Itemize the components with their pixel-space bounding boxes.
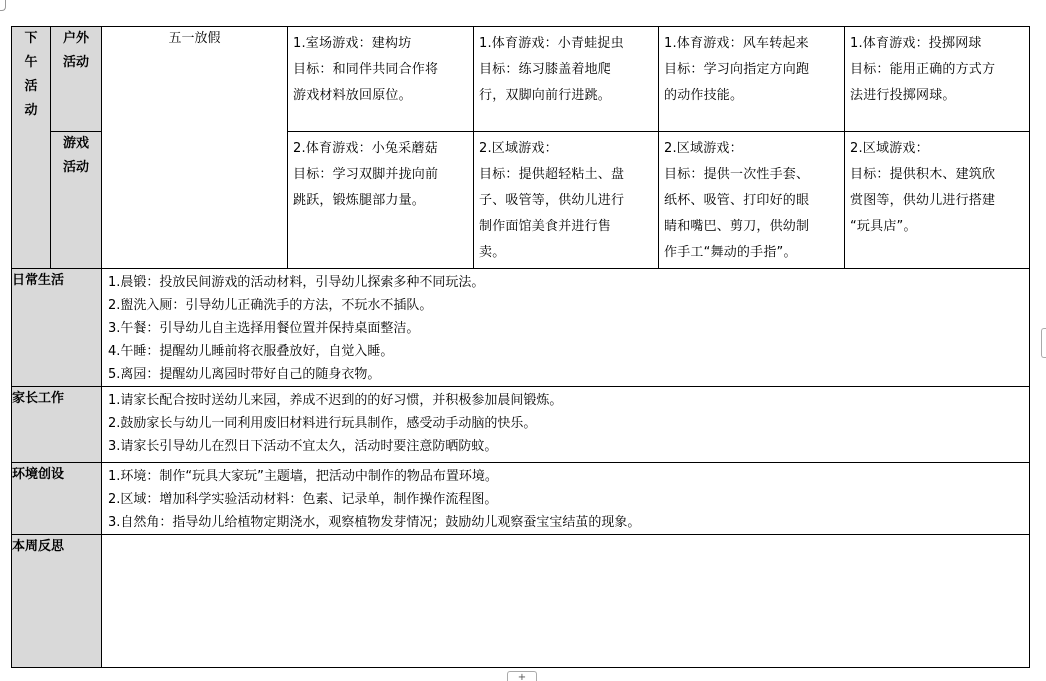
daily-life-item: 3.午餐：引导幼儿自主选择用餐位置并保持桌面整洁。 [108, 321, 420, 336]
afternoon-label-char: 活 [24, 79, 38, 94]
cell-line: 目标：学习双脚并拢向前 [293, 167, 439, 182]
daily-life-label [12, 269, 102, 387]
cell-line: 1.室场游戏：建构坊 [293, 36, 412, 51]
daily-life-content[interactable] [102, 269, 1030, 387]
parents-work-label-text: 家长工作 [12, 391, 65, 406]
weekly-plan-document [11, 26, 1029, 666]
environment-item: 1.环境：制作“玩具大家玩”主题墙，把活动中制作的物品布置环境。 [108, 469, 498, 484]
daily-life-item: 2.盥洗入厕：引导幼儿正确洗手的方法，不玩水不插队。 [108, 298, 433, 313]
parents-work-item: 2.鼓励家长与幼儿一同利用废旧材料进行玩具制作，感受动手动脑的快乐。 [108, 416, 537, 431]
outdoor-label-line: 活动 [62, 55, 89, 70]
daily-life-item: 4.午睡：提醒幼儿睡前将衣服叠放好，自觉入睡。 [108, 344, 394, 359]
holiday-cell [102, 27, 288, 269]
reflection-content[interactable] [102, 535, 1030, 668]
cell-line: 作手工“舞动的手指”。 [664, 245, 797, 260]
cell-line: 2.区域游戏： [479, 141, 558, 156]
environment-item: 2.区域：增加科学实验活动材料：色素、记录单，制作操作流程图。 [108, 492, 498, 507]
afternoon-label-char: 动 [24, 103, 38, 118]
cell-line: 赏图等，供幼儿进行搭建 [850, 193, 996, 208]
cell-line: 1.体育游戏：投掷网球 [850, 36, 982, 51]
cell-line: 卖。 [479, 245, 506, 260]
game-cell-2[interactable] [474, 132, 659, 269]
outdoor-cell-1[interactable] [288, 27, 474, 132]
cell-line: 游戏材料放回原位。 [293, 88, 412, 103]
cell-line: 目标：提供超轻粘土、盘 [479, 167, 625, 182]
cell-line: 目标：学习向指定方向跑 [664, 62, 810, 77]
parents-work-item: 1.请家长配合按时送幼儿来园，养成不迟到的的好习惯，并积极参加晨间锻炼。 [108, 393, 563, 408]
outdoor-cell-4[interactable] [845, 27, 1030, 132]
environment-label [12, 463, 102, 535]
cell-line: 目标：练习膝盖着地爬 [479, 62, 612, 77]
reflection-label [12, 535, 102, 668]
cell-line: 行，双脚向前行进跳。 [479, 88, 612, 103]
cell-line: 2.区域游戏： [664, 141, 743, 156]
environment-row [12, 463, 1030, 535]
cell-line: 子、吸管等，供幼儿进行 [479, 193, 625, 208]
add-row-handle[interactable]: + [507, 671, 537, 681]
parents-work-label [12, 387, 102, 463]
outdoor-label-line: 户外 [62, 31, 89, 46]
environment-content[interactable] [102, 463, 1030, 535]
cell-line: 目标：能用正确的方式方 [850, 62, 996, 77]
environment-item: 3.自然角：指导幼儿给植物定期浇水，观察植物发芽情况；鼓励幼儿观察蚕宝宝结茧的现象。 [108, 515, 641, 530]
reflection-label-text: 本周反思 [12, 539, 65, 554]
afternoon-outdoor-row [12, 27, 1030, 132]
parents-work-item: 3.请家长引导幼儿在烈日下活动不宜太久，活动时要注意防晒防蚊。 [108, 439, 498, 454]
game-cell-3[interactable] [659, 132, 845, 269]
cell-line: 1.体育游戏：小青蛙捉虫 [479, 36, 624, 51]
game-activity-label [51, 132, 102, 269]
holiday-text: 五一放假 [168, 31, 221, 46]
game-label-line: 活动 [62, 160, 89, 175]
outdoor-cell-2[interactable] [474, 27, 659, 132]
cell-line: 目标：和同伴共同合作将 [293, 62, 439, 77]
side-scroll-handle[interactable] [1041, 328, 1046, 358]
game-cell-4[interactable] [845, 132, 1030, 269]
cell-line: 目标：提供积木、建筑欣 [850, 167, 996, 182]
reflection-row [12, 535, 1030, 668]
cell-line: 2.区域游戏： [850, 141, 929, 156]
afternoon-label-char: 午 [24, 55, 38, 70]
cell-line: 睛和嘴巴、剪刀，供幼制 [664, 219, 810, 234]
cell-line: 的动作技能。 [664, 88, 744, 103]
daily-life-row [12, 269, 1030, 387]
cell-line: 法进行投掷网球。 [850, 88, 956, 103]
cell-line: “玩具店”。 [850, 219, 917, 234]
cell-line: 制作面馆美食并进行售 [479, 219, 612, 234]
outdoor-activity-label [51, 27, 102, 132]
game-cell-1[interactable] [288, 132, 474, 269]
cell-line: 目标：提供一次性手套、 [664, 167, 810, 182]
weekly-plan-table [11, 26, 1030, 668]
parents-work-content[interactable] [102, 387, 1030, 463]
daily-life-item: 5.离园：提醒幼儿离园时带好自己的随身衣物。 [108, 367, 381, 382]
afternoon-activity-label [12, 27, 51, 269]
cell-line: 2.体育游戏：小兔采蘑菇 [293, 141, 438, 156]
daily-life-item: 1.晨锻：投放民间游戏的活动材料，引导幼儿探索多种不同玩法。 [108, 275, 485, 290]
cell-line: 1.体育游戏：风车转起来 [664, 36, 809, 51]
daily-life-label-text: 日常生活 [12, 273, 65, 288]
outdoor-cell-3[interactable] [659, 27, 845, 132]
game-label-line: 游戏 [62, 136, 89, 151]
cell-line: 纸杯、吸管、打印好的眼 [664, 193, 810, 208]
environment-label-text: 环境创设 [12, 467, 65, 482]
cell-line: 跳跃，锻炼腿部力量。 [293, 193, 426, 208]
reflection-text [102, 535, 1029, 537]
page-corner-mark [0, 0, 6, 11]
parents-work-row [12, 387, 1030, 463]
afternoon-label-char: 下 [24, 31, 38, 46]
